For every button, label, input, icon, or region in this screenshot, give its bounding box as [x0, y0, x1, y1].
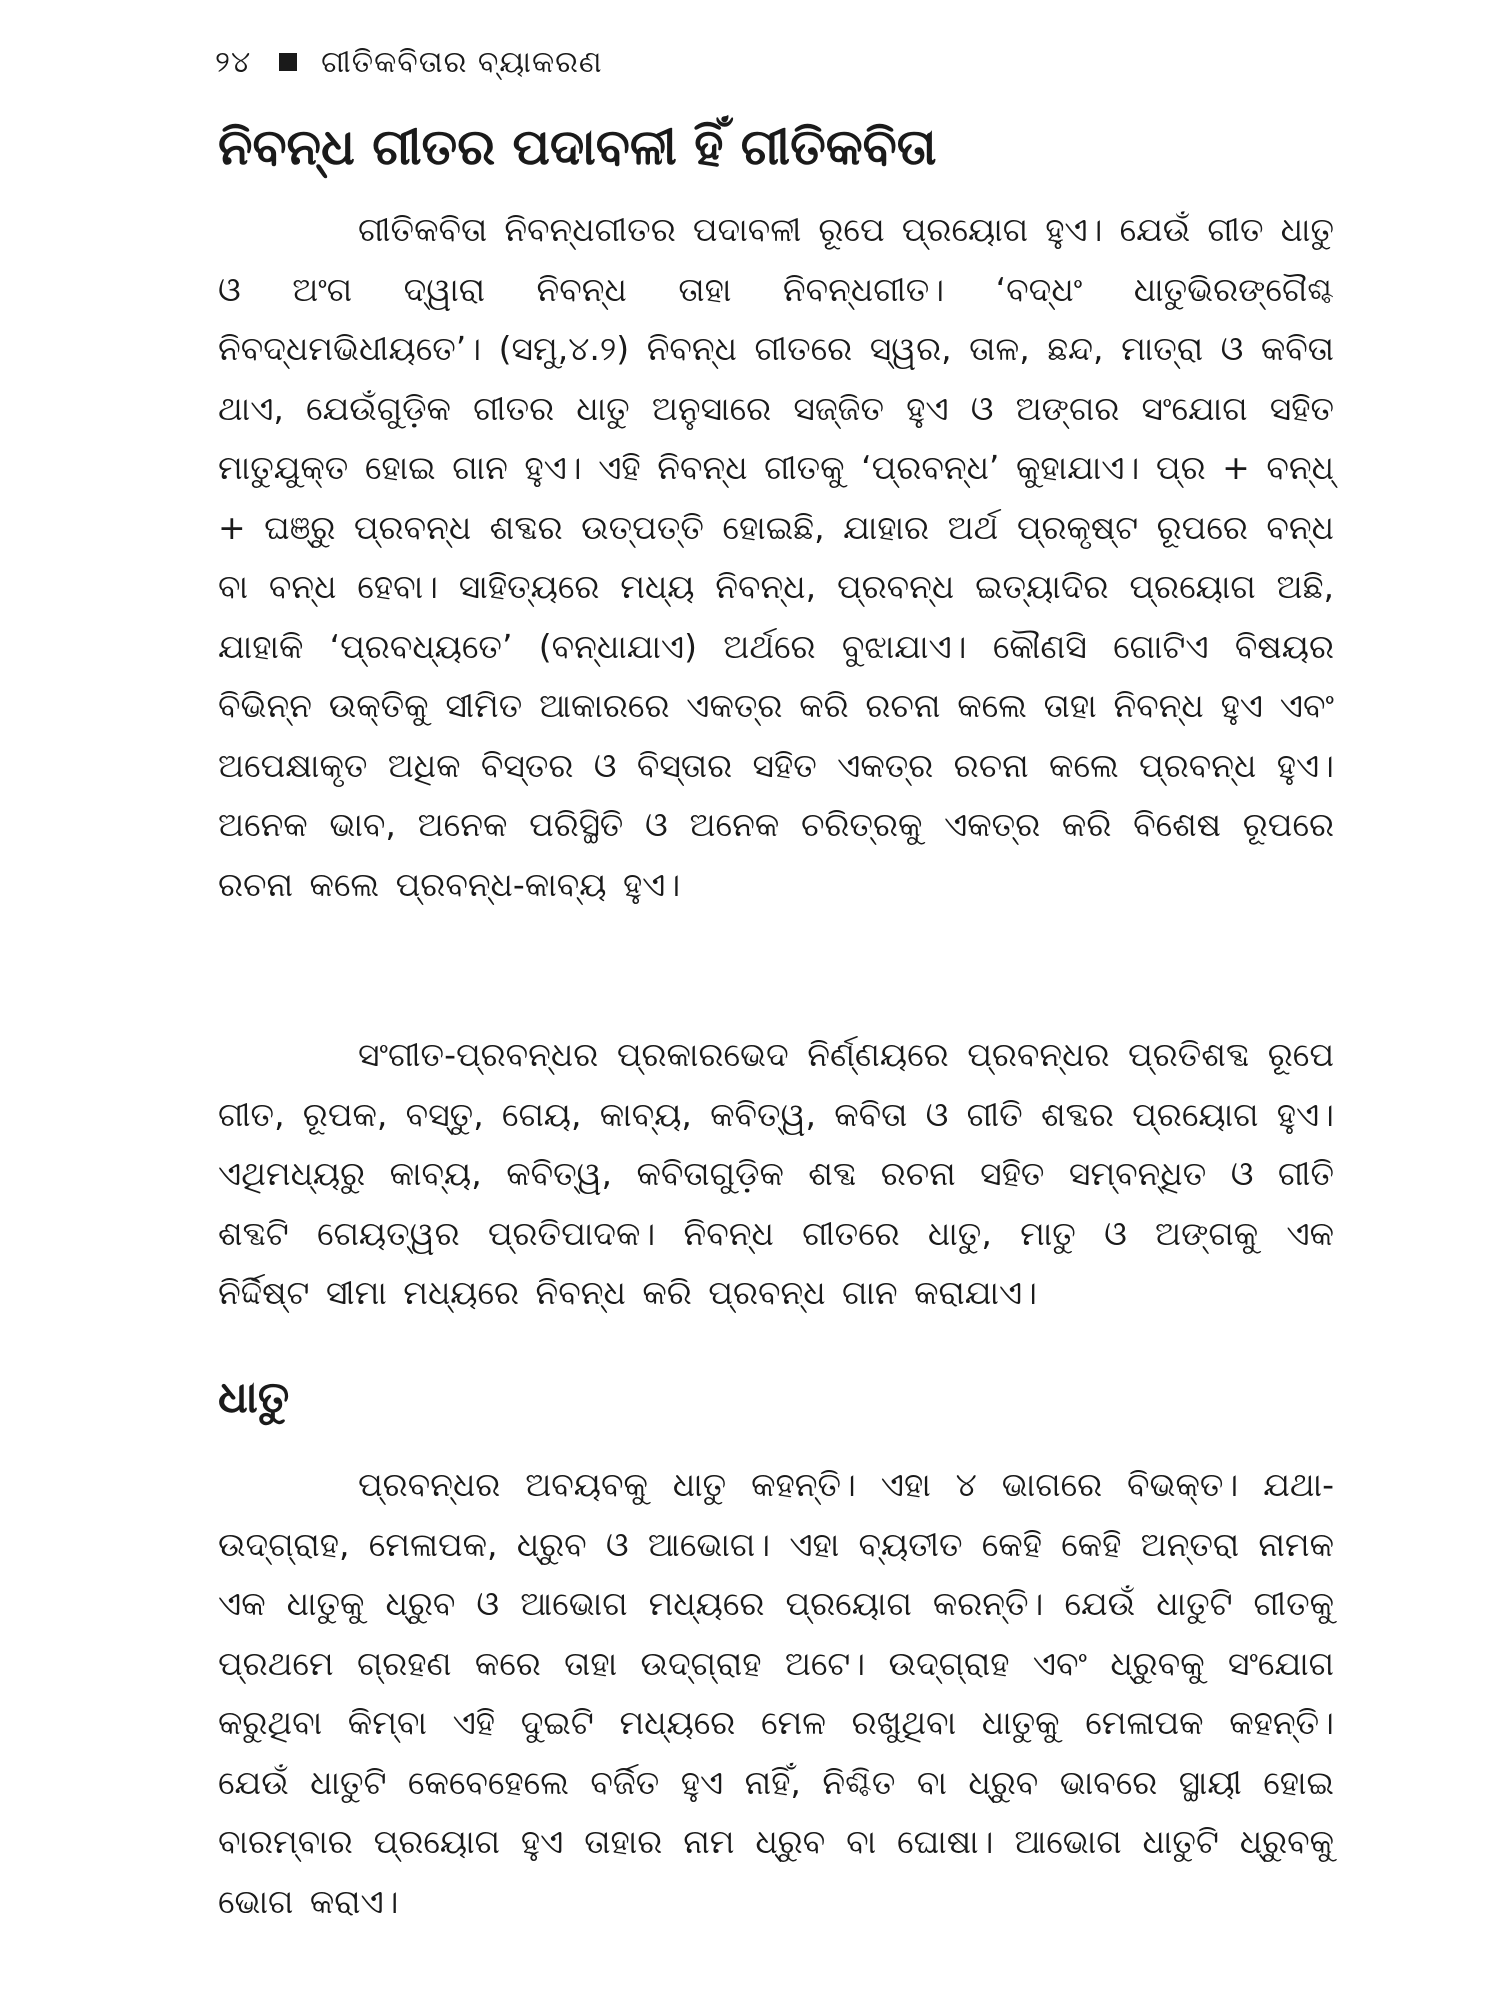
- body-paragraph: [218, 200, 1334, 914]
- square-bullet-icon: [279, 53, 297, 71]
- paragraph-text: ଗୀତିକବିତା ନିବନ୍ଧଗୀତର ପଦାବଳୀ ରୂପେ ପ୍ରୟୋଗ ହୁଏ। ଯେଉଁ ଗୀତ ଧାତୁ ଓ ଅଂଗ ଦ୍ୱାରା ନିବନ୍ଧ ତାହା ନିବନ୍ଧଗୀତ। ‘ବଦ୍ଧଂ ଧାତୁଭିରଙ୍ଗୈଶ୍ଚ ନିବଦ୍ଧମଭିଧୀୟତେ’। (ସମୁ,୪.୨) ନିବନ୍ଧ ଗୀତରେ ସ୍ୱର, ତାଳ, ଛନ୍ଦ, ମାତ୍ରା ଓ କବିତା ଥାଏ, ଯେଉଁଗୁଡ଼ିକ ଗୀତର ଧାତୁ ଅନୁସାରେ ସଜ୍ଜିତ ହୁଏ ଓ ଅଙ୍ଗର ସଂଯୋଗ ସହିତ ମାତୁଯୁକ୍ତ ହୋଇ ଗାନ ହୁଏ। ଏହି ନିବନ୍ଧ ଗୀତକୁ ‘ପ୍ରବନ୍ଧ’ କୁହାଯାଏ। ପ୍ର + ବନ୍ଧ୍ + ଘଞ୍ରୁ ପ୍ରବନ୍ଧ ଶବ୍ଦର ଉତ୍ପତ୍ତି ହୋଇଛି, ଯାହାର ଅର୍ଥ ପ୍ରକୃଷ୍ଟ ରୂପରେ ବନ୍ଧ ବା ବନ୍ଧ ହେବା। ସାହିତ୍ୟରେ ମଧ୍ୟ ନିବନ୍ଧ, ପ୍ରବନ୍ଧ ଇତ୍ୟାଦିର ପ୍ରୟୋଗ ଅଛି, ଯାହାକି ‘ପ୍ରବଧ୍ୟତେ’ (ବନ୍ଧାଯାଏ) ଅର୍ଥରେ ବୁଝାଯାଏ। କୌଣସି ଗୋଟିଏ ବିଷୟର ବିଭିନ୍ନ ଉକ୍ତିକୁ ସୀମିତ ଆକାରରେ ଏକତ୍ର କରି ରଚନା କଲେ ତାହା ନିବନ୍ଧ ହୁଏ ଏବଂ ଅପେକ୍ଷାକୃତ ଅଧିକ ବିସ୍ତର ଓ ବିସ୍ତାର ସହିତ ଏକତ୍ର ରଚନା କଲେ ପ୍ରବନ୍ଧ ହୁଏ। ଅନେକ ଭାବ, ଅନେକ ପରିସ୍ଥିତି ଓ ଅନେକ ଚରିତ୍ରକୁ ଏକତ୍ର କରି ବିଶେଷ ରୂପରେ ରଚନା କଲେ ପ୍ରବନ୍ଧ-କାବ୍ୟ ହୁଏ।: [218, 210, 1334, 904]
- running-title: ଗୀତିକବିତାର ବ୍ୟାକରଣ: [321, 44, 603, 80]
- body-paragraph: [218, 1455, 1334, 1931]
- body-paragraph: [218, 1025, 1334, 1323]
- section-title: ନିବନ୍ଧ ଗୀତର ପଦାବଳୀ ହିଁ ଗୀତିକବିତା: [218, 118, 937, 176]
- running-header: [215, 38, 603, 86]
- subsection-title: ଧାତୁ: [218, 1372, 290, 1423]
- paragraph-text: ପ୍ରବନ୍ଧର ଅବୟବକୁ ଧାତୁ କହନ୍ତି। ଏହା ୪ ଭାଗରେ ବିଭକ୍ତ। ଯଥା- ଉଦ୍‌ଗ୍ରାହ, ମେଳାପକ, ଧ୍ରୁବ ଓ ଆଭୋଗ। ଏହା ବ୍ୟତୀତ କେହି କେହି ଅନ୍ତରା ନାମକ ଏକ ଧାତୁକୁ ଧ୍ରୁବ ଓ ଆଭୋଗ ମଧ୍ୟରେ ପ୍ରୟୋଗ କରନ୍ତି। ଯେଉଁ ଧାତୁଟି ଗୀତକୁ ପ୍ରଥମେ ଗ୍ରହଣ କରେ ତାହା ଉଦ୍‌ଗ୍ରାହ ଅଟେ। ଉଦ୍‌ଗ୍ରାହ ଏବଂ ଧ୍ରୁବକୁ ସଂଯୋଗ କରୁଥିବା କିମ୍ବା ଏହି ଦୁଇଟି ମଧ୍ୟରେ ମେଳ ରଖୁଥିବା ଧାତୁକୁ ମେଳାପକ କହନ୍ତି। ଯେଉଁ ଧାତୁଟି କେବେହେଲେ ବର୍ଜିତ ହୁଏ ନାହିଁ, ନିଶ୍ଚିତ ବା ଧ୍ରୁବ ଭାବରେ ସ୍ଥାୟୀ ହୋଇ ବାରମ୍ବାର ପ୍ରୟୋଗ ହୁଏ ତାହାର ନାମ ଧ୍ରୁବ ବା ଘୋଷା। ଆଭୋଗ ଧାତୁଟି ଧ୍ରୁବକୁ ଭୋଗ କରାଏ।: [218, 1465, 1334, 1921]
- page-number: ୨୪: [215, 44, 252, 80]
- paragraph-text: ସଂଗୀତ-ପ୍ରବନ୍ଧର ପ୍ରକାରଭେଦ ନିର୍ଣ୍ଣୟରେ ପ୍ରବନ୍ଧର ପ୍ରତିଶବ୍ଦ ରୂପେ ଗୀତ, ରୂପକ, ବସ୍ତୁ, ଗେୟ, କାବ୍ୟ, କବିତ୍ୱ, କବିତା ଓ ଗୀତି ଶବ୍ଦର ପ୍ରୟୋଗ ହୁଏ। ଏଥିମଧ୍ୟରୁ କାବ୍ୟ, କବିତ୍ୱ, କବିତାଗୁଡ଼ିକ ଶବ୍ଦ ରଚନା ସହିତ ସମ୍ବନ୍ଧିତ ଓ ଗୀତି ଶବ୍ଦଟି ଗେୟତ୍ୱର ପ୍ରତିପାଦକ। ନିବନ୍ଧ ଗୀତରେ ଧାତୁ, ମାତୁ ଓ ଅଙ୍ଗକୁ ଏକ ନିର୍ଦ୍ଦିଷ୍ଟ ସୀମା ମଧ୍ୟରେ ନିବନ୍ଧ କରି ପ୍ରବନ୍ଧ ଗାନ କରାଯାଏ।: [218, 1035, 1334, 1312]
